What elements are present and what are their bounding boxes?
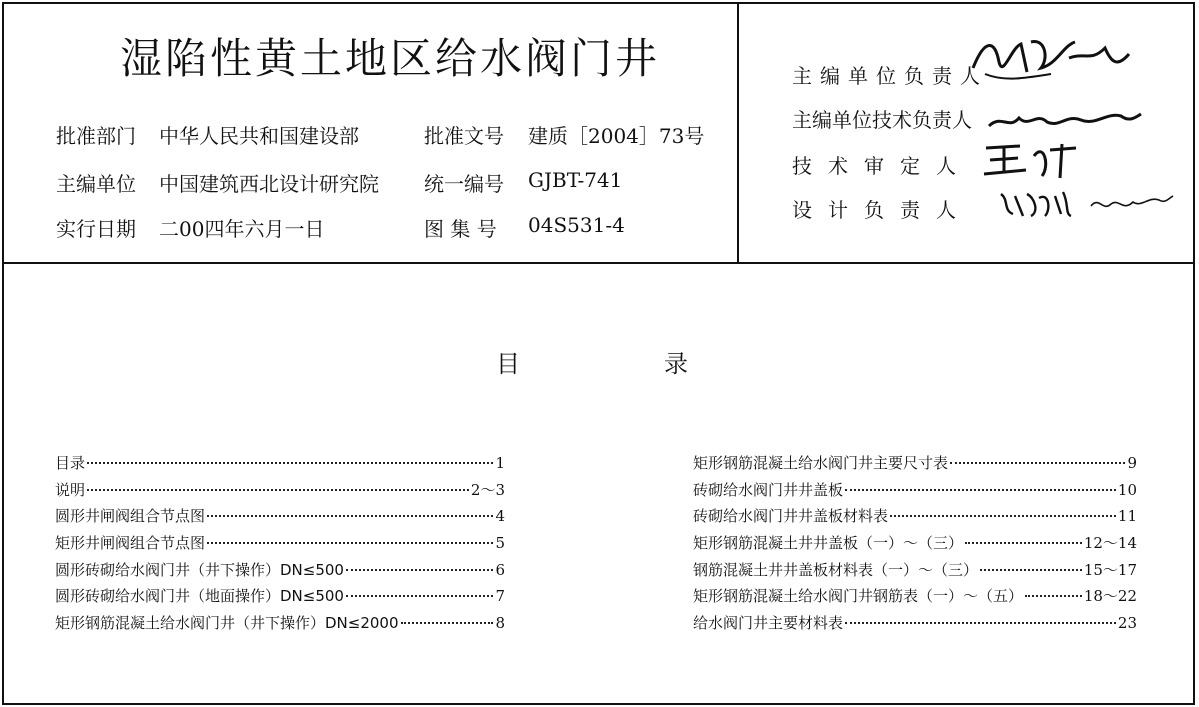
toc-leader-dots [965,542,1082,544]
toc-entry[interactable] [55,612,505,639]
toc-entry-page: 6 [495,560,505,579]
toc-leader-dots [346,569,493,571]
toc-entry[interactable] [55,479,505,506]
effective-date-value: 二00四年六月一日 [159,217,325,241]
atlas-number-label: 图 集 号 [424,217,497,241]
toc-entry[interactable] [693,479,1137,506]
toc-entry-page: 15～17 [1083,560,1137,579]
atlas-number-value: 04S531-4 [528,213,625,237]
toc-leader-dots [87,462,493,464]
toc-leader-dots [890,515,1116,517]
toc-entry-title: 矩形钢筋混凝土井井盖板（一）～（三） [693,534,964,553]
toc-entry[interactable] [693,505,1137,532]
role-tech-head: 主编单位技术负责人 [792,108,972,132]
header-column-divider [737,2,739,263]
unified-number-label: 统一编号 [424,172,504,196]
editor-unit-value: 中国建筑西北设计研究院 [159,172,379,196]
toc-entry-title: 矩形井闸阀组合节点图 [55,534,206,553]
toc-entry-page: 8 [495,614,505,633]
effective-date-label: 实行日期 [56,217,136,241]
toc-title-right: 录 [664,350,688,378]
toc-entry-title: 说明 [55,480,86,499]
signature-tech-head [985,104,1145,136]
toc-entry-page: 2～3 [470,480,505,499]
approval-dept-label: 批准部门 [56,124,136,148]
toc-leader-dots [845,489,1116,491]
toc-entry-title: 矩形钢筋混凝土给水阀门井钢筋表（一）～（五） [693,587,1024,606]
atlas-title: 湿陷性黄土地区给水阀门井 [120,34,661,83]
toc-leader-dots [87,489,469,491]
toc-entry-title: 砖砌给水阀门井井盖板材料表 [693,507,889,526]
toc-entry[interactable] [693,612,1137,639]
toc-right-column [693,452,1137,639]
approval-doc-value: 建质［2004］73号 [528,124,705,148]
role-design-head: 设计负责人 [792,198,972,222]
toc-entry-page: 9 [1127,454,1137,472]
toc-entry[interactable] [693,532,1137,559]
toc-entry[interactable] [693,452,1137,479]
approval-dept-value: 中华人民共和国建设部 [159,124,359,148]
toc-entry-title: 圆形砖砌给水阀门井（地面操作）DN≤500 [55,587,344,606]
toc-leader-dots [207,515,493,517]
toc-leader-dots [845,622,1116,624]
toc-leader-dots [980,569,1082,571]
signature-tech-review [980,136,1080,182]
toc-entry-title: 圆形砖砌给水阀门井（井下操作）DN≤500 [55,560,344,579]
toc-entry-page: 12～14 [1083,534,1137,553]
toc-leader-dots [346,595,493,597]
toc-left-column [55,452,505,639]
toc-entry[interactable] [55,532,505,559]
toc-entry-title: 矩形钢筋混凝土给水阀门井主要尺寸表 [693,454,949,472]
toc-entry-page: 23 [1117,614,1137,633]
toc-entry[interactable] [693,559,1137,586]
toc-title-left: 目 [496,350,520,378]
toc-entry[interactable] [55,505,505,532]
toc-entry-page: 11 [1117,507,1137,526]
toc-entry-title: 目录 [55,454,86,472]
toc-entry-title: 圆形井闸阀组合节点图 [55,507,206,526]
header-divider [2,262,1195,264]
toc-entry-page: 5 [495,534,505,553]
toc-leader-dots [401,622,494,624]
toc-entry-page: 18～22 [1083,587,1137,606]
editor-unit-label: 主编单位 [56,172,136,196]
toc-leader-dots [950,462,1125,464]
toc-entry-page: 4 [495,507,505,526]
toc-entry[interactable] [55,585,505,612]
toc-entry-page: 10 [1117,480,1137,499]
signature-editor-head [965,28,1135,86]
toc-entry-page: 7 [495,587,505,606]
toc-entry[interactable] [693,585,1137,612]
toc-entry-page: 1 [495,454,505,472]
toc-entry-title: 砖砌给水阀门井井盖板 [693,480,844,499]
role-tech-review: 技术审定人 [792,154,972,178]
toc-entry-title: 矩形钢筋混凝土给水阀门井（井下操作）DN≤2000 [55,614,399,633]
toc-entry-title: 钢筋混凝土井井盖板材料表（一）～（三） [693,560,979,579]
toc-entry[interactable] [55,559,505,586]
unified-number-value: GJBT-741 [528,168,623,192]
toc-entry[interactable] [55,452,505,479]
toc-leader-dots [1025,595,1082,597]
role-editor-head: 主编单位负责人 [792,64,988,88]
approval-doc-label: 批准文号 [424,124,504,148]
signature-design-head [995,186,1175,222]
toc-entry-title: 给水阀门井主要材料表 [693,614,844,633]
toc-leader-dots [207,542,493,544]
